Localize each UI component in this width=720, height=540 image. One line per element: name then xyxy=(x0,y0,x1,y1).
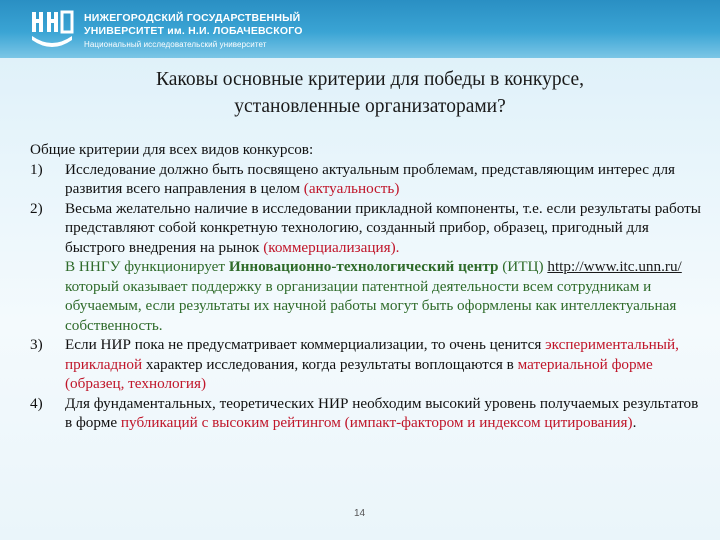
itc-text-b: (ИТЦ) xyxy=(498,258,544,275)
criteria-intro: Общие критерии для всех видов конкурсов: xyxy=(30,141,314,158)
item-number: 4) xyxy=(30,394,43,412)
itc-text-a: В ННГУ функционирует xyxy=(65,258,229,275)
university-line-1: НИЖЕГОРОДСКИЙ ГОСУДАРСТВЕННЫЙ xyxy=(84,12,301,24)
slide-title-line-1: Каковы основные критерии для победы в конкурсе, xyxy=(155,69,585,90)
header-band xyxy=(0,0,720,58)
item-number: 1) xyxy=(30,160,43,178)
slide-content xyxy=(30,140,702,433)
item-highlight-a: публикаций с высоким рейтингом (импакт-фактором и индексом цитирования) xyxy=(120,414,633,431)
item-text-a: Для фундаментальных, теоретических НИР необходим высокий уровень получаемых результатов в форме xyxy=(65,394,699,431)
slide-title xyxy=(60,66,680,120)
item-number: 2) xyxy=(30,199,43,217)
item-number: 3) xyxy=(30,336,43,353)
nngu-logo-icon xyxy=(30,8,74,48)
item-text-b: характер исследования, когда результаты воплощаются в xyxy=(142,355,518,373)
criterion-item-1 xyxy=(30,160,702,199)
criterion-item-2 xyxy=(30,199,702,336)
item-text-a: Если НИР пока не предусматривает коммерциализации, то очень ценится xyxy=(65,336,542,353)
university-line-2: УНИВЕРСИТЕТ им. Н.И. ЛОБАЧЕВСКОГО xyxy=(84,25,303,37)
item-highlight-a: экспериментальный, прикладной xyxy=(65,336,679,373)
item-text: Исследование должно быть посвящено актуальным проблемам, представляющим интерес для развития всего направления в целом xyxy=(65,160,676,197)
university-line-3: Национальный исследовательский университет xyxy=(84,40,267,49)
slide-title-line-2: установленные организаторами? xyxy=(234,96,506,117)
item-highlight: (коммерциализация). xyxy=(263,238,400,256)
itc-name: Инновационно-технологический центр xyxy=(228,258,499,275)
item-highlight: (актуальность) xyxy=(303,180,400,197)
item-text-b: . xyxy=(632,414,637,431)
itc-link[interactable]: http://www.itc.unn.ru/ xyxy=(547,258,682,275)
item-highlight-b: материальной форме (образец, технология) xyxy=(65,355,653,392)
itc-text-c: который оказывает поддержку в организации патентной деятельности всем сотрудникам и обучаемым, если результаты их научной работы могут быть оформлены как интеллектуальная собственность. xyxy=(65,277,677,334)
item-text: Весьма желательно наличие в исследовании прикладной компоненты, т.е. если результаты работы представляют собой конкретную технологию, созданный прибор, образец, пригодный для быстрого внедрения на рынок xyxy=(65,199,701,256)
criterion-item-3 xyxy=(30,335,702,394)
criterion-item-4 xyxy=(30,394,702,433)
university-name xyxy=(84,12,303,51)
page-number: 14 xyxy=(354,508,366,519)
